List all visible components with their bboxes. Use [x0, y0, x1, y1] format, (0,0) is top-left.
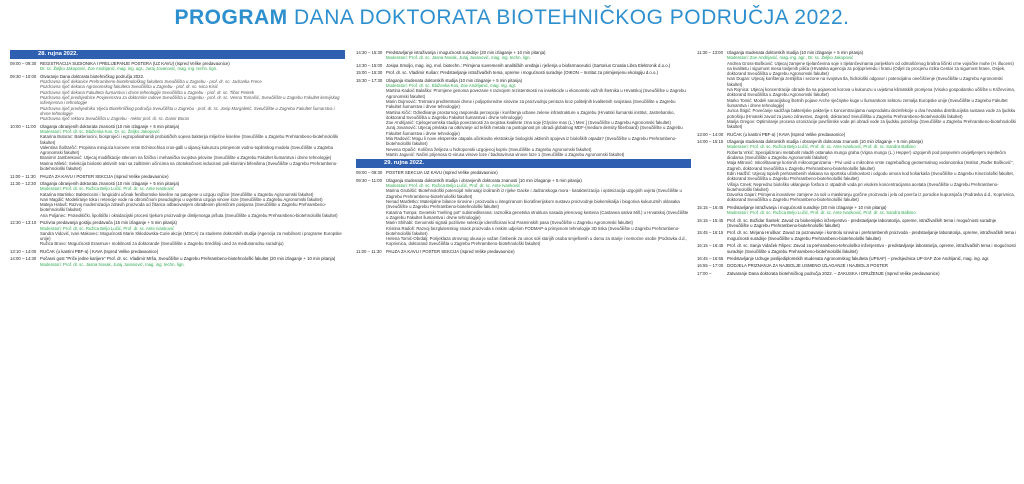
day-header: 29. rujna 2022. [356, 159, 691, 168]
presentation: Mateja Habuš: Razvoj modernizacija zdravih proizvoda od žitarica odbacivanjem obrađenim pšeničnim posijama (Sveučilište u Zagrebu Prehrambeno-biotehnološki fakultet) [40, 202, 327, 213]
time-slot: 11:00 – 11:30 [10, 173, 36, 179]
schedule-row [697, 271, 1017, 276]
presentation: Branimir Jambreković: Utjecaj modifikacije stlenom na fizička i mehanička svojstva jelovine (Sveučilište u Zagrebu Fakultet šumarstva i drvne tehnologije) [40, 155, 332, 161]
schedule-row [356, 178, 691, 247]
session-body [386, 63, 691, 68]
schedule-row [356, 50, 691, 61]
time-slot: 14:30 – 15:00 [356, 62, 383, 68]
presentation: Katarina Tumpa: Genetski "melting pot" subimediteranа: raznolika genetska struktura nasada jelenovog kestena (Castanea sativa Mill.) u Hrvatskoj (Sveučilište u Zagrebu Fakultet šumarstva i drvne tehnologije) [386, 209, 689, 220]
schedule-row [697, 132, 1017, 137]
presentation: Marina Grubišić: Biotehnološki potencijal mikroalgi izoliranih iz rijeke Gacke i Jadranskoga mora - karakterizacija i optimizacija uzgojnih uvjeta (Sveučilište u Zagrebu Prehrambeno-biotehnološki fakultet) [386, 188, 682, 199]
presentation: Martin Jagunić: Načini prijenosa G-virusa vinove loze / badnavirusa vinove loze 1 (Sveučilište u Zagrebu Agronomski fakultet) [386, 151, 625, 157]
session-body [727, 243, 1017, 254]
presentation: Mia Radović: Mogu li nove eksperske otapala učinkovite ekstrakcije biologicki aktivnih spojeva iz bioloških otpada? (Sveučilište u Zagrebu Prehrambeno-biotehnološki fakultet) [386, 136, 677, 147]
moderators: Moderatori: Prof. dr. sc. Jasna Novak, Juraj Jovanović, mag. ing. techn. lign. [40, 261, 185, 267]
presentation: Zoe Andrijanić: Cjelogenomska studija povezanosti za svojstva kvalitete zrna soje [Glycine max (L.) Merr.] (Sveučilište u Zagrebu Agronomski fakultet) [386, 120, 671, 126]
presentation: Ivan Magdić: Modeliranje toka i retencije vode na obroničnom pseudogleju u uvjetima uzgoja vinove loze (Sveučilište u Zagrebu Agronomski fakultet) [40, 196, 323, 202]
session-title: Prof. dr. sc. Božidar Šantek: Zavod za biokemijsko inženjerstvo - predstavljanje laboratorija, opreme, istraživačkih tema i mogućnosti suradnje (Sveučilište u Zagrebu Prehrambeno-biotehnološki fakultet) [727, 217, 997, 228]
session-title: Prof. dr. sc. Vladimir Kušan: Predstavljanje istraživačkih tema, opreme i mogućnosti suradnje (OIKON – Institut za primijenjenu ekologiju d.o.o.) [386, 70, 659, 76]
presentation: Ružica Bruvo: Mogućnosti Erasmus+ mobilnosti za doktorande (Sveučilište u Zagrebu Središnji ured za međunarodnu suradnju) [40, 241, 284, 247]
time-slot: 14:00 – 14:30 [10, 256, 37, 262]
schedule-row [10, 220, 345, 246]
session-title: Josipa Smoljo, mag. ing. mol. biotechn.: Primjena suvremenih analitičkih uređaja i rješenja u biofarmaceutici (Sartorius Croatia Libra Elektronik d.o.o.) [386, 62, 671, 68]
session-title: Zatvaranje Dana doktorata biotehničkog područja 2022. – ZAKUSKA I DRUŽENJE (Ispred Velike predavaonice) [727, 270, 940, 276]
moderators: Moderatori: Prof. dr. sc. Ružica Beljo Lučić, Prof. dr. sc. Ante Ivanković [40, 186, 174, 192]
time-slot: 10:00 – 11:00 [10, 123, 36, 129]
greeting: Pozdravna riječ dekana Agronomskog fakulteta Sveučilišta u Zagrebu - prof. dr. sc. Ivica Kisić [40, 84, 218, 90]
session-body [727, 271, 1017, 276]
presentation: Marin Shihabi: Genomski signali pozitivne selekcije identificirani kod Pasminskih pasa (Sveučilište u Zagrebu Agronomski fakultet) [386, 220, 633, 226]
schedule-row [356, 70, 691, 75]
schedule-row [10, 249, 345, 254]
schedule-row [356, 249, 691, 254]
presentation: Edin Hadžić: Utjecaj topivih prehrambenih vlakana na sportsku učinkovitost i odgodu umora kod košarkaša (Sveučilište u Zagrebu Kineziološki fakultet, doktorand Sveučilišta u Zagrebu Prehrambeno-biotehnološki fakultet) [727, 170, 1014, 182]
moderators: Moderatori: Zoe Andrijanić, mag. ing. agr., Dr. sc. Željko Jakopović [727, 55, 854, 61]
presentation: Marija Gregov: Optimiranje procesa ozonizacije površinske vode pri obradi vode za ljudsku potrošnju (Sveučilište u Zagrebu Prehrambeno-biotehnološki fakultet) [727, 118, 1016, 130]
presentation: Ana Poljanec: Proteolitički, lipolitički i oksidacijski procesi tijekom proizvodnje dimljenosga pršuta (Sveučilište u Zagrebu Prehrambeno-biotehnološki fakultet) [40, 212, 338, 218]
moderators: Dr. sc. Željko Jakopović, Zoe Andrijanić, mag. ing. agr., Juraj Jovanović, mag. ing. techn. lign. [40, 66, 218, 72]
schedule-row [697, 230, 1017, 241]
time-slot: 15:30 – 17:30 [356, 77, 383, 83]
session-body [386, 170, 691, 175]
moderators: Moderatori: Prof. dr. sc. Blaženka Kos, Dr. sc. Željko Jakopović [40, 128, 160, 134]
presentation: Roberta Vrkić: Specijalizirani metabolit mladih ostanaka mungo graha (Vigna mungo (L.) Hepper) uzgojenih pod posjevnim osvjetljenjem svjetlećim diodama (Sveučilište u Zagrebu Agronomski fakultet) [727, 149, 1006, 161]
session-body [386, 50, 691, 61]
session-title: Izlaganja studenata doktorskih studija (10 min izlaganje + 5 min pitanja) [386, 77, 523, 83]
session-title: PAUZA ZA KAVU I POSTER SEKCIJA (Ispred Velike predavaonice) [386, 248, 515, 254]
moderators: Moderatori: Prof. dr. sc. Ružica Beljo Lučić, Prof. dr. sc. Ante Ivanković [40, 225, 174, 231]
session-body [40, 61, 345, 72]
session-title: Pozivna predavanja gostiju predavača (15 min izlaganje + 5 min pitanja) [40, 220, 177, 226]
session-title: POSTER SEKCIJA UZ KAVU (Ispred Velike predavaonice) [386, 170, 498, 176]
schedule-row [10, 74, 345, 122]
session-title: Prof. dr. sc. Sanja Vidaček Filipec: Zavod za prehrambeno-tehnološko inženjerstvo - predstavljanje laboratorija, opreme, istraživačkih tema i mogućnosti suradnje (Sveučilište u Zagrebu Prehrambeno-biotehnološki fakultet) [727, 243, 1016, 254]
session-body [386, 70, 691, 75]
greeting: Pozdravna riječ dekanice Prehrambeno-biotehnološkog fakulteta Sveučilišta u Zagrebu - prof. dr. sc. Jadranka Frece [40, 79, 262, 85]
moderators: Moderatori: Prof. dr. sc. Ružica Beljo Lučić, Prof. dr. sc. Ante Ivanković, Prof. dr. sc. Sandra Balbino [727, 210, 916, 216]
time-slot: 15:45 – 16:15 [697, 230, 724, 236]
presentation: Marina Miletić: Selekcija bioloski aktivnih tvari sa zaštitnim učincima na citotoksičnost inducirani poli-klorirani bifenilima (Sveučilište u Zagrebu Prehrambeno-biotehnološki fakultet) [40, 160, 338, 172]
moderators: Moderatori: Prof. dr. sc. Ružica Beljo Lučić, Prof. dr. sc. Ante Ivanković, Prof. dr. sc. Sandra Balbino [727, 144, 916, 150]
greeting: Pozdravna riječ rektora Sveučilišta u Zagrebu - rektor prof. dr. sc. Damir Boras [40, 116, 190, 122]
moderators: Moderatori: Prof. dr. sc. Blaženka Kos, Zoe Andrijanić, mag. ing. agr. [386, 83, 517, 89]
presentation: Juraj Jovanović: Utjecaj privlaka na otkrivanje od teških metala na postojanost pri obradi globalnog MDF-(medium density fiberboard) (Sveučilište u Zagrebu Fakultet šumarstva i drvne tehnologije) [386, 125, 683, 136]
session-title: RUČAK (u kantini PBF-a) | KAVA (Ispred Velike predavaonice) [40, 248, 159, 254]
session-body [727, 50, 1017, 129]
session-body [40, 220, 345, 246]
session-body [40, 124, 345, 172]
session-title: Predstavljanje Udruge poslijediplomskih studenata Agronomskog fakulteta (UPSAF) – predsjednica UP-SAF Zoe Andrijanić, mag. ing. agr. [727, 256, 990, 261]
time-slot: 16:15 – 16:45 [697, 243, 724, 249]
time-slot: 09:00 – 09:30 [10, 61, 37, 66]
session-body [727, 132, 1017, 137]
session-title: Prof. dr. sc. Mirjana Hruškar: Zavod za poznavanje i kontrolu sirovina i prehrambenih proizvoda - predstavljanje laboratorija, opreme, istraživačkih tema i mogućnosti suradnje (Sveučilište u Zagrebu Prehrambeno-biotehnološki fakultet) [727, 230, 1017, 241]
time-slot: 11:30 – 13:00 [697, 50, 723, 55]
greeting: Pozdravna riječ predsjednice Povjerenstva za doktorske radove Sveučilišta u Zagrebu - prof. dr. sc. Vesna Tomašić, Sveučilište u Zagrebu Fakultet kemijskog inženjerstva i tehnologije [40, 94, 340, 106]
presentation: Ivan Dugan: Utjecaj korištenja zemljišta i sezone na svojstva tla, hidrološki odgovor i potencijalno onečišćenje (Sveučilište u Zagrebu Agronomski fakultet) [727, 76, 1003, 87]
session-title: Izlaganja studenata doktorskih studija (10 min izlaganje + 5 min pitanja) [727, 50, 864, 55]
time-slot: 15:15 – 15:45 [697, 217, 724, 223]
session-body [40, 256, 345, 267]
presentation: Sandra Vidović, Ivan Makovec: Mogućnosti Marie Skłodowska-Curie akcije (MSCA) za studente doktorskih studija (Agencija za mobilnost i programe Europske unije) [40, 230, 342, 242]
session-title: Predstavljanje istraživanja i mogućnosti suradnje (20 min izlaganje + 10 min pitanja) [727, 204, 887, 210]
presentation: Kristina Radoš: Razvoj bezglutenskog snack proizvoda s niskim udjelom FODMAP-a primjenom tehnologije 3D tiska (Sveučilište u Zagrebu Prehrambeno-biotehnološki fakultet) [386, 225, 680, 236]
session-body [386, 178, 691, 247]
session-title: DODJELA PRIZNANJA ZA NAJBOLJE USMENO IZLAGANJE I NAJBOLJI POSTER [727, 263, 888, 269]
presentation: Katarina Martinko: Bakteriocini i fungicidni učinak fenilbornske kiseline na patogene u uzgoju rajčice (Sveučilište u Zagrebu Agronomski fakultet) [40, 191, 314, 197]
presentation: Valentina Šoštarčić: Propisna mirujuća korovne vrste Echinochloa crus-galli u uljanoj kukuruzu primjenom vodno-toplinskog modela (Sveučilište u Zagrebu Agronomski fakultet) [40, 144, 334, 156]
presentation: Maja Mitrović: Iskorištavanje korisnih mikroorganizama - Prvi uvid u mikrobne vrste zagrebačkog geotermalnog vodonosnika (Institut „Ruđer Bošković", Zagreb, doktorand Sveučilišta u Zagrebu Prehrambeno-biotehnološki fakultet) [727, 160, 1014, 171]
session-title: REGISTRACIJA SUDIONIKA I PRELIJEPANJE POSTERA (UZ KAVU) (Ispred Velike predavaonice) [40, 61, 230, 66]
session-title: Izlaganja obranjenih doktorata znanosti (10 min izlaganje + 5 min pitanja) [40, 123, 180, 129]
schedule-row [697, 139, 1017, 203]
time-slot: 17:00 – [697, 270, 712, 276]
schedule-row [10, 181, 345, 218]
time-slot: 09:00 – 09:30 [356, 170, 383, 176]
greeting: Pozdravna riječ predsjednika Vijeća Biotehničkog područja Sveučilišta u Zagrebu - prof. dr. sc. Josip Margaletić, Sveučilište u Zagrebu Fakultet šumarstva i drvne tehnologije [40, 105, 335, 116]
schedule-row [697, 243, 1017, 254]
time-slot: 16:45 – 16:55 [697, 256, 724, 261]
presentation: Marin Dujmović: Tretmani predtretmani drvne i poljoprivredne sirovine za proizvodnju pentoza kroz politeljnih kvalitetnih svojstava (Sveučilište u Zagrebu Fakultet šumarstva i drvne tehnologije) [386, 98, 676, 110]
time-slot: 09:30 – 10:00 [10, 73, 37, 79]
time-slot: 16:55 – 17:00 [697, 263, 724, 269]
presentation: Andrea Gross-Bošković: Utjecaj zamjene tijelančevina soje s tijelančevinama porijeklom od odmašćenog brašna ličinki crne vojničke muhe (H. illucens) na kvalitetu i sigurnost mesa tovljenih pilića (Hrvatska agencija za poljoprivredu i hranu (Odjel za procjenu rizika Centar za sigurnost hrane, Osijek, doktorand Sveučilišta u Zagrebu Agronomski fakultet) [727, 60, 1014, 77]
schedule-row [697, 50, 1017, 129]
session-title: Izlaganja studenata doktorskih studija i obranjenih doktorata znanosti (10 min izlaganje + 5 min pitanja) [727, 139, 923, 145]
time-slot: 15:15 – 16:45 [697, 204, 724, 210]
presentation: Davorka Gajari: Primjena inovativne zamjene za soli u maskiranju gorčine proizvoda i jela od povrća iz porodice kupusnjača (Podravka d.d., Koprivnica, doktorand Sveučilišta u Zagrebu Prehrambeno-biotehnološki fakultet) [727, 192, 1015, 203]
presentation: Višnja Cmek: Nepredno biološko uklanjanje fosfora iz otpadnih voda pri visokim koncentracijama acetata (Sveučilište u Zagrebu Prehrambeno-biotehnološki fakultet) [727, 181, 999, 192]
presentation: Helena Tomić-Obrdalj: Porijeklaza otrovnog okusa je važan čimbenik za unos soli starijih osoba smještenih u domu za starije i nemoćne osobe (Podravka d.d., Koprivnica, doktorand Sveučilišta u Zagrebu Prehrambeno-biotehnološki fakultet) [386, 236, 687, 247]
presentation: Marko Tomić: Modeli sanacijskog štetnih pojave Arche sječnjske kuge u šumarskom sektoru zemalja Europske unije (Sveučilište u Zagrebu Fakultet šumarstva i drvne tehnologije) [727, 97, 1008, 108]
session-body [40, 249, 345, 254]
session-title: Otvaranje Dana doktorata biotehničkog područja 2022. [40, 73, 145, 79]
schedule-row [697, 205, 1017, 216]
greeting: Pozdravna riječ dekana Fakulteta šumarstva i drvne tehnologije Sveučilišta u Zagrebu - prof. dr. sc. Tibor Pentek [40, 89, 255, 95]
session-body [727, 263, 1017, 268]
session-title: Predstavljanje istraživanja i mogućnosti suradnje (20 min izlaganje + 10 min pitanja) [386, 50, 546, 55]
schedule-row [356, 63, 691, 68]
schedule-row [10, 61, 345, 72]
moderators: Moderatori: Prof. dr. sc. Ružica Beljo Lučić, Prof. dr. sc. Ante Ivanković [386, 183, 520, 189]
session-body [727, 218, 1017, 229]
session-body [727, 256, 1017, 261]
presentation: Martina Kičić: Određivanje prostornog rasporeda percepcije i korištenja urbane zelene infrastrukture u Zagrebu (Hrvatski šumarski institut, Jastrebarsko, doktorand Sveučilišta u Zagrebu Fakultet šumarstva i drvne tehnologije) [386, 109, 675, 120]
time-slot: 15:00 – 15:30 [356, 70, 383, 76]
time-slot: 13:10 – 14:00 [10, 248, 37, 254]
column-3 [697, 50, 1017, 278]
session-title: PAUZA ZA KAVU I POSTER SEKCIJA (Ispred Velike predavaonice) [40, 173, 169, 179]
time-slot: 11:30 – 12:30 [10, 180, 36, 186]
column-1 [10, 50, 345, 269]
schedule-row [10, 256, 345, 267]
presentation: Nenad Marđetko: Materijalne bilance sirovine i proizvoda u integriranom biorafinerijskom sustavu proizvodnje biokemikalija i biogoriva kukuruznih oklasaka (Sveučilište u Zagrebu Prehrambeno-biotehnološki fakultet) [386, 199, 680, 210]
time-slot: 13:00 – 14:00 [697, 131, 724, 137]
schedule-row [697, 218, 1017, 229]
session-title: Izlaganja obranjenih doktorata znanosti (10 min izlaganje + 5 min pitanja) [40, 180, 180, 186]
schedule-row [697, 256, 1017, 261]
schedule-row [697, 263, 1017, 268]
schedule-row [10, 174, 345, 179]
session-body [727, 230, 1017, 241]
time-slot: 09:30 – 11:00 [356, 177, 382, 183]
presentation: Iva Rojnica: Utjecaj koncentracije obrade tla na pojavnost korova u kukuruzu u uvjetima klimatskih promjena (Visoko gospodarsko učilište u Križevcima, doktorand Sveučilišta u Zagrebu Agronomski fakultet) [727, 87, 1015, 98]
page-title: PROGRAM DANA DOKTORATA BIOTEHNIČKOG PODRUČJA 2022. [174, 6, 850, 29]
time-slot: 14:30 – 15:30 [356, 50, 383, 55]
session-body [40, 174, 345, 179]
session-title: RUČAK (u kantini PBF-a) | KAVA (Ispred Velike predavaonice) [727, 131, 846, 137]
session-body [727, 205, 1017, 216]
day-header: 28. rujna 2022. [10, 50, 345, 59]
presentation: Jurica Štigić: Povećanje sadržaja bakterijske pakterije s koncentracijama nusproduktu dezinfekcije u dva hrvatska distribucijska sustava vode za ljudsku potrošnju (Hrvatski zavod za javno zdravstvo, Zagreb, doktorand Sveučilišta u Zagrebu Prehrambeno-biotehnološki fakultet) [727, 108, 1016, 119]
moderators: Moderatori: Prof. dr. sc. Jasna Novak, Juraj Jovanović, mag. ing. techn. lign. [386, 55, 531, 61]
schedule-row [356, 78, 691, 157]
schedule-row [10, 124, 345, 172]
time-slot: 14:00 – 15:15 [697, 139, 724, 145]
presentation: Martina Kadoić Balaško: Promjene genoma povezane s razvojem rezistentnosti na insekticide u ekonomski važnih štetnika u Hrvatskoj (Sveučilište u Zagrebu Agronomski fakultet) [386, 88, 686, 99]
time-slot: 12:30 – 13:10 [10, 220, 37, 226]
time-slot: 11:00 – 11:30 [356, 248, 382, 254]
session-body [727, 139, 1017, 203]
session-body [40, 74, 345, 122]
presentation: Katarina Butorac: Bakteriocini, biosprojeći i egzopolisaharidi probiotičkih sojeva bakterija mliječne kiseline (Sveučilište u Zagrebu Prehrambeno-biotehnološki fakultet) [40, 134, 339, 145]
column-2 [356, 50, 691, 256]
session-title: Počasni gost "Priče jedne karijere" Prof. dr. sc. Vladimir Mrša, Sveučilište u Zagrebu Prehrambeno-biotehnološki fakultet (20 min izlaganje + 10 min pitanja) [40, 256, 336, 262]
schedule-row [356, 170, 691, 175]
session-body [386, 249, 691, 254]
presentation: Nevena Opačić: Količina želijeza u hidroponski uzgojenoj kopriv (Sveučilište u Zagrebu Agronomski fakultet) [386, 146, 592, 152]
session-body [386, 78, 691, 157]
session-body [40, 181, 345, 218]
session-title: Izlaganja studenata doktorskih studija i obranjenih doktorata znanosti (10 min izlaganje + 5 min pitanja) [386, 177, 582, 183]
